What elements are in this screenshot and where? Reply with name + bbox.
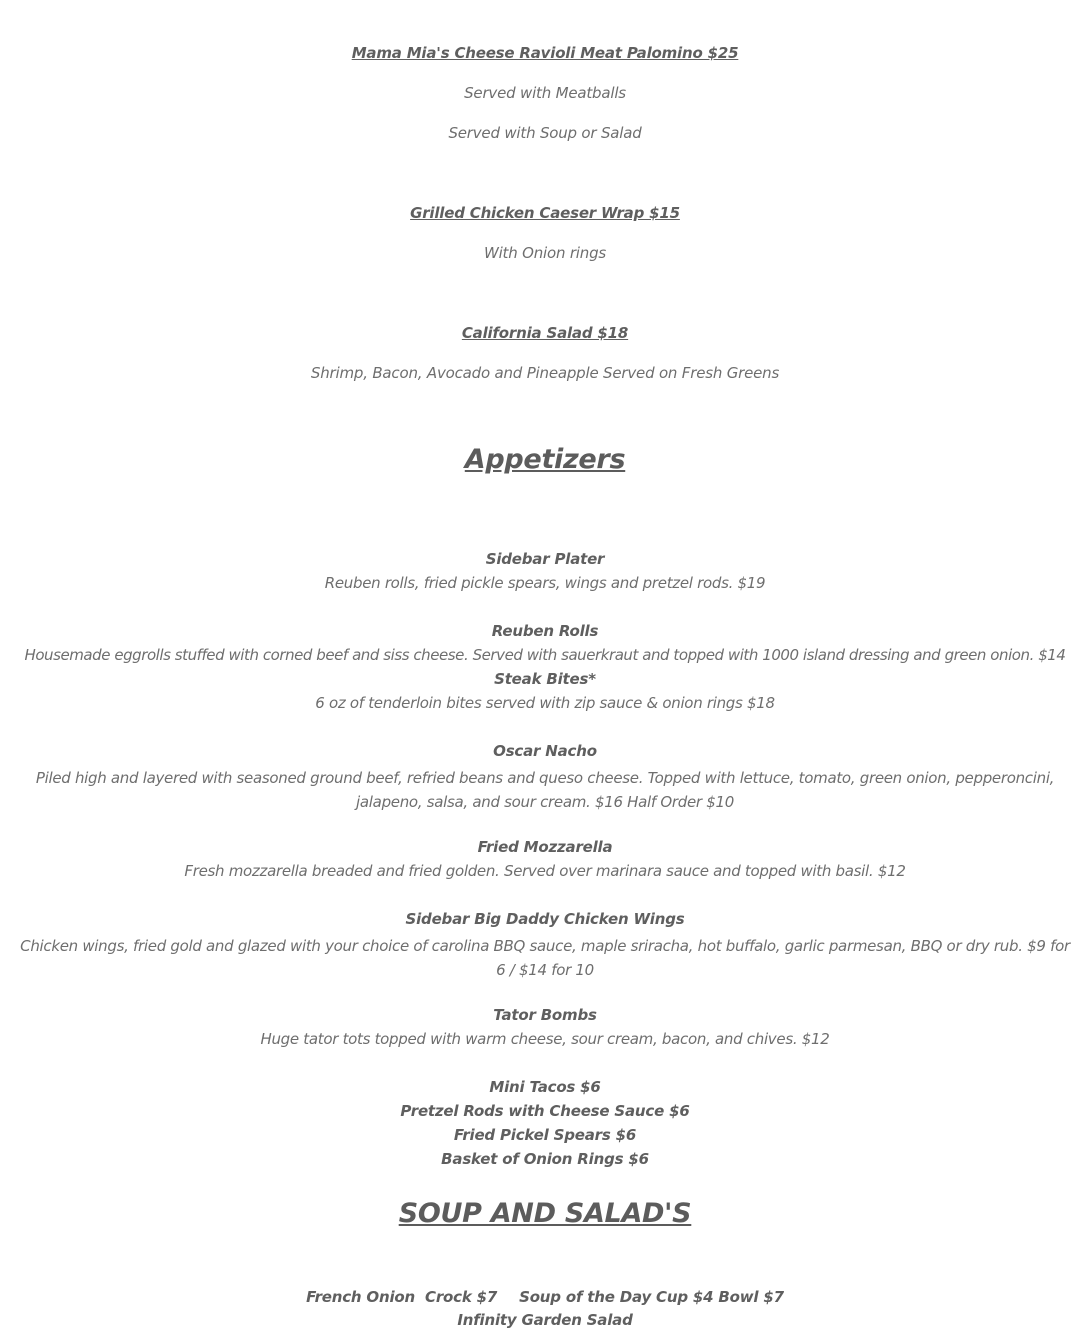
soup-line — [0, 1288, 1090, 1306]
menu-item-description: Served with Meatballs — [464, 84, 626, 102]
appetizer-description: 6 oz of tenderloin bites served with zip sauce & onion rings $18 — [315, 694, 775, 712]
side-item: Basket of Onion Rings $6 — [441, 1150, 649, 1168]
appetizer-description: Housemade eggrolls stuffed with corned beef and siss cheese. Served with sauerkraut and topped with 1000 island dressing and green onion. $14 — [24, 646, 1066, 664]
appetizer-description: Piled high and layered with seasoned ground beef, refried beans and queso cheese. Topped with lettuce, tomato, green onion, pepperoncini, jalapeno, salsa, and sour cream. $16 Half Order $10 — [35, 769, 1055, 811]
menu-item-description: With Onion rings — [483, 244, 607, 262]
menu-item-title: Mama Mia's Cheese Ravioli Meat Palomino $25 — [351, 44, 739, 62]
menu-item-description: Served with Soup or Salad — [448, 124, 642, 142]
appetizer-name: Sidebar Big Daddy Chicken Wings — [405, 910, 685, 928]
side-item: Mini Tacos $6 — [489, 1078, 601, 1096]
salad-item: Infinity Garden Salad — [457, 1311, 633, 1329]
side-item: Pretzel Rods with Cheese Sauce $6 — [400, 1102, 690, 1120]
section-heading-appetizers: Appetizers — [464, 444, 626, 475]
appetizer-name: Reuben Rolls — [491, 622, 599, 640]
appetizer-name: Oscar Nacho — [493, 742, 597, 760]
side-item: Fried Pickel Spears $6 — [453, 1126, 637, 1144]
french-onion-soup: French Onion Crock $7 — [306, 1288, 498, 1306]
appetizer-description: Reuben rolls, fried pickle spears, wings and pretzel rods. $19 — [324, 574, 766, 592]
menu-item-title: Grilled Chicken Caeser Wrap $15 — [410, 204, 680, 222]
appetizer-description: Huge tator tots topped with warm cheese, sour cream, bacon, and chives. $12 — [260, 1030, 830, 1048]
appetizer-name: Fried Mozzarella — [477, 838, 613, 856]
appetizer-description: Chicken wings, fried gold and glazed with your choice of carolina BBQ sauce, maple sriracha, hot buffalo, garlic parmesan, BBQ or dry rub. $9 for 6 / $14 for 10 — [20, 937, 1070, 979]
appetizer-description: Fresh mozzarella breaded and fried golden. Served over marinara sauce and topped with basil. $12 — [184, 862, 906, 880]
section-heading-soup-and-salads: SOUP AND SALAD'S — [398, 1198, 692, 1229]
appetizer-name: Sidebar Plater — [485, 550, 605, 568]
appetizer-name: Steak Bites* — [494, 670, 596, 688]
soup-of-the-day: Soup of the Day Cup $4 Bowl $7 — [519, 1288, 784, 1306]
menu-item-description: Shrimp, Bacon, Avocado and Pineapple Served on Fresh Greens — [310, 364, 780, 382]
menu-item-title: California Salad $18 — [461, 324, 629, 342]
appetizer-name: Tator Bombs — [493, 1006, 597, 1024]
